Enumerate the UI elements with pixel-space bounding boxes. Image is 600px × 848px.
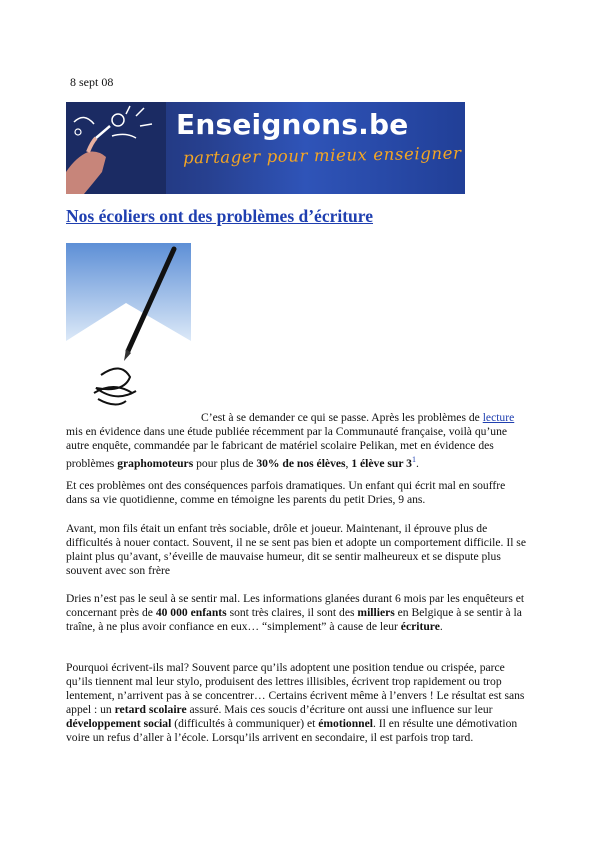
paragraph-3: Avant, mon fils était un enfant très sociable, drôle et joueur. Maintenant, il éprouve plus de difficultés à nouer contact. Souvent, il ne se sent pas bien et adopte un comportement difficile. Il se plaint plus qu’avant, s’éveille de mauvaise humeur, dit se sentir malheureux et se dispute plus souvent avec son frère [66,522,526,577]
paragraph-4: Dries n’est pas le seul à se sentir mal. Les informations glanées durant 6 mois par les enquêteurs et concernant près de 40 000 enfants sont très claires, il sont des milliers en Belgique à se sentir à la traîne, à ne plus avoir confiance en eux… “simplement” à cause de leur écriture. [66,592,525,633]
hand-drawing-icon [66,102,166,194]
footnote-ref[interactable]: 1 [411,455,416,464]
lecture-link[interactable]: lecture [482,411,515,424]
article-title[interactable]: Nos écoliers ont des problèmes d’écriture [66,206,374,226]
paragraph-5: Pourquoi écrivent-ils mal? Souvent parce qu’ils adoptent une position tendue ou crispée, parce qu’ils tiennent mal leur stylo, produisent des lettres illisibles, écrivent trop rapidement ou trop lentement, n’arrivent pas à se concentrer… Certains écrivent même à l’envers ! Le résultat est sans appel : un retard scolaire assuré. Mais ces soucis d’écriture ont aussi une influence sur leur développement social (difficultés à communiquer) et émotionnel. Il en résulte une démotivation voire un refus d’aller à l’école. Lorsqu’ils arrivent en secondaire, il est parfois trop tard. [66,661,525,744]
print-date: 8 sept 08 [70,75,114,89]
brand-name: Enseignons.be [176,108,409,141]
site-banner[interactable] [66,102,465,194]
brand-tagline: partager pour mieux enseigner [182,143,462,168]
paragraph-1: C’est à se demander ce qui se passe. Après les problèmes de lecture mis en évidence dans une étude publiée récemment par la Communauté française, voilà qu’une autre enquête, commandée par le fabricant de matériel scolaire Pelikan, met en évidence des problèmes graphomoteurs pour plus de 30% de nos élèves, 1 élève sur $3^1$. [66,411,515,470]
pencil-illustration [66,243,196,418]
paragraph-2: Et ces problèmes ont des conséquences parfois dramatiques. Un enfant qui écrit mal en souffre dans sa vie quotidienne, comme en témoigne les parents du petit Dries, 9 ans. [66,479,506,506]
